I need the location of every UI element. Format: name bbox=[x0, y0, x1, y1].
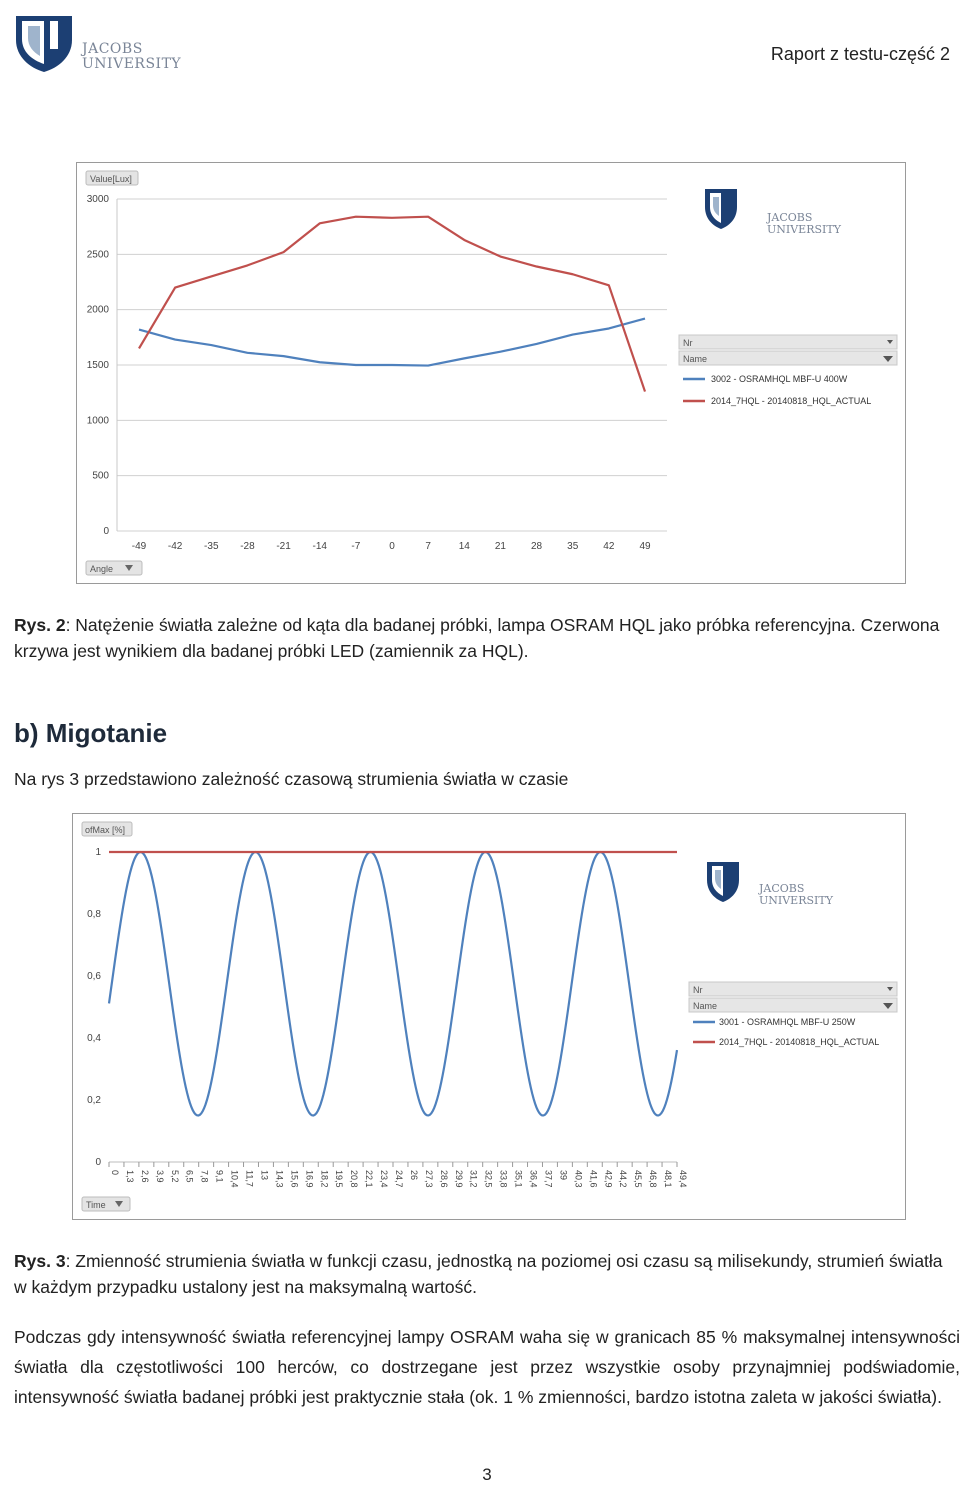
caption-text: : Zmienność strumienia światła w funkcji czasu, jednostką na poziomej osi czasu są milisekundy, strumień światła w każdym przypadku ustalony jest na maksymalną wartość. bbox=[14, 1251, 943, 1297]
svg-text:ofMax [%]: ofMax [%] bbox=[85, 825, 126, 835]
x-tick-label: -49 bbox=[131, 541, 147, 552]
x-tick-label: 1,3 bbox=[124, 1170, 135, 1183]
x-tick-label: 39 bbox=[558, 1170, 569, 1181]
section-intro: Na rys 3 przedstawiono zależność czasową strumienia światła w czasie bbox=[14, 769, 569, 789]
svg-text:Angle: Angle bbox=[90, 564, 114, 574]
svg-text:UNIVERSITY: UNIVERSITY bbox=[767, 223, 841, 236]
x-tick-label: 20,8 bbox=[349, 1170, 360, 1188]
svg-text:JACOBS: JACOBS bbox=[759, 882, 805, 895]
x-tick-label: 42 bbox=[603, 541, 615, 552]
y-tick-label: 500 bbox=[92, 470, 109, 482]
svg-text:Nr: Nr bbox=[693, 985, 703, 995]
x-tick-label: 19,5 bbox=[334, 1170, 345, 1188]
y-tick-label: 1000 bbox=[86, 415, 109, 427]
x-tick-label: 7 bbox=[425, 541, 431, 552]
figure-2-svg bbox=[77, 163, 905, 583]
x-tick-label: 24,7 bbox=[394, 1170, 404, 1188]
legend-label: 3001 - OSRAMHQL MBF-U 250W bbox=[719, 1017, 856, 1027]
x-tick-label: 27,3 bbox=[423, 1170, 434, 1188]
x-tick-label: 9,1 bbox=[214, 1170, 225, 1183]
chart-legend bbox=[689, 982, 897, 1047]
legend-label: 3002 - OSRAMHQL MBF-U 400W bbox=[711, 374, 848, 384]
x-tick-label: 23,4 bbox=[379, 1170, 390, 1188]
x-tick-label: -14 bbox=[312, 541, 327, 552]
legend-label: 2014_7HQL - 20140818_HQL_ACTUAL bbox=[711, 396, 872, 406]
x-tick-label: 16,9 bbox=[304, 1170, 315, 1188]
x-tick-label: -7 bbox=[351, 541, 361, 552]
x-tick-label: 49,4 bbox=[678, 1170, 688, 1188]
series-line bbox=[139, 319, 645, 366]
body-paragraph: Podczas gdy intensywność światła referencyjnej lampy OSRAM waha się w granicach 85 % maksymalnej intensywności światła dla częstotliwości 100 herców, co dostrzegane jest przez wszystkie osoby przynajmniej podświadomie, intensywność światła badanej próbki jest praktycznie stała (ok. 1 % zmienności, bardzo istotna zaleta w jakości światła). bbox=[14, 1327, 960, 1407]
header-logo bbox=[10, 12, 190, 76]
chart-logo bbox=[707, 862, 834, 907]
x-tick-label: 48,1 bbox=[663, 1170, 674, 1188]
x-tick-label: 0 bbox=[389, 541, 395, 552]
y-tick-label: 0,8 bbox=[87, 909, 101, 920]
svg-text:Time: Time bbox=[86, 1200, 106, 1210]
svg-text:Name: Name bbox=[693, 1001, 718, 1011]
x-tick-label: 45,5 bbox=[633, 1170, 644, 1188]
x-tick-label: -21 bbox=[276, 541, 291, 552]
svg-text:UNIVERSITY: UNIVERSITY bbox=[759, 894, 833, 907]
x-tick-label: 35 bbox=[567, 541, 579, 552]
logo-line-1: JACOBS bbox=[82, 41, 143, 57]
x-tick-label: 32,5 bbox=[483, 1170, 494, 1188]
page-number: 3 bbox=[482, 1465, 492, 1484]
series-line bbox=[109, 852, 677, 1115]
x-tick-label: 41,6 bbox=[588, 1170, 599, 1188]
y-tick-label: 2000 bbox=[86, 304, 109, 316]
x-tick-label: 5,2 bbox=[169, 1170, 180, 1183]
x-tick-label: -42 bbox=[167, 541, 183, 552]
figure-2-caption bbox=[14, 612, 960, 664]
svg-text:JACOBS: JACOBS bbox=[767, 211, 813, 224]
y-tick-label: 0 bbox=[95, 1157, 101, 1168]
figure-3-svg bbox=[73, 814, 905, 1219]
x-tick-label: 35,1 bbox=[513, 1170, 524, 1188]
y-tick-label: 2500 bbox=[86, 249, 109, 261]
x-tick-label: -28 bbox=[240, 541, 255, 552]
caption-label: Rys. 3 bbox=[14, 1251, 66, 1271]
x-tick-label: 26 bbox=[408, 1170, 419, 1181]
y-tick-label: 0,2 bbox=[87, 1095, 101, 1106]
x-tick-label: 46,8 bbox=[648, 1170, 659, 1188]
header-title: Raport z testu-część 2 bbox=[770, 44, 950, 64]
y-tick-label: 3000 bbox=[86, 194, 109, 205]
x-tick-label: 6,5 bbox=[184, 1170, 195, 1183]
x-tick-label: 28 bbox=[531, 541, 543, 552]
svg-text:Nr: Nr bbox=[683, 338, 693, 348]
svg-text:Value[Lux]: Value[Lux] bbox=[90, 174, 132, 184]
x-tick-label: 14 bbox=[458, 541, 470, 552]
y-tick-label: 0,4 bbox=[87, 1033, 101, 1044]
x-tick-label: 28,6 bbox=[438, 1170, 449, 1188]
x-tick-label: 7,8 bbox=[199, 1170, 210, 1183]
y-axis-button[interactable] bbox=[82, 822, 132, 836]
x-tick-label: 11,7 bbox=[244, 1170, 255, 1187]
x-tick-label: 21 bbox=[494, 541, 506, 552]
svg-text:Name: Name bbox=[683, 354, 708, 364]
y-axis-button[interactable] bbox=[86, 171, 138, 185]
figure-2-chart bbox=[76, 162, 906, 584]
x-tick-label: 0 bbox=[110, 1170, 120, 1176]
x-tick-label: -35 bbox=[204, 541, 219, 552]
figure-3-caption bbox=[14, 1248, 960, 1300]
y-tick-label: 0 bbox=[103, 526, 109, 537]
y-tick-label: 1 bbox=[95, 847, 101, 858]
x-axis-button[interactable] bbox=[86, 561, 142, 575]
x-tick-label: 33,8 bbox=[498, 1170, 509, 1188]
x-tick-label: 15,6 bbox=[289, 1170, 300, 1188]
jacobs-shield-icon bbox=[10, 12, 78, 74]
caption-text: : Natężenie światła zależne od kąta dla badanej próbki, lampa OSRAM HQL jako próbka referencyjna. Czerwona krzywa jest wynikiem dla badanej próbki LED (zamiennik za HQL). bbox=[14, 615, 940, 661]
y-tick-label: 1500 bbox=[86, 360, 109, 371]
y-tick-label: 0,6 bbox=[87, 971, 101, 982]
x-tick-label: 14,3 bbox=[274, 1170, 285, 1188]
figure-3-chart bbox=[72, 813, 906, 1220]
x-axis-button[interactable] bbox=[82, 1197, 130, 1211]
x-tick-label: 49 bbox=[639, 541, 651, 552]
x-tick-label: 40,3 bbox=[573, 1170, 584, 1188]
x-tick-label: 42,9 bbox=[603, 1170, 614, 1188]
x-tick-label: 2,6 bbox=[139, 1170, 150, 1183]
logo-line-2: UNIVERSITY bbox=[82, 56, 182, 72]
legend-label: 2014_7HQL - 20140818_HQL_ACTUAL bbox=[719, 1037, 880, 1047]
x-tick-label: 10,4 bbox=[229, 1170, 240, 1188]
x-tick-label: 44,2 bbox=[618, 1170, 629, 1188]
x-tick-label: 36,4 bbox=[528, 1170, 539, 1188]
x-tick-label: 29,9 bbox=[453, 1170, 464, 1188]
x-tick-label: 37,7 bbox=[543, 1170, 554, 1188]
x-tick-label: 31,2 bbox=[468, 1170, 479, 1188]
x-tick-label: 3,9 bbox=[154, 1170, 165, 1183]
x-tick-label: 22,1 bbox=[364, 1170, 375, 1188]
chart-logo bbox=[705, 189, 842, 236]
caption-label: Rys. 2 bbox=[14, 615, 66, 635]
section-title: b) Migotanie bbox=[14, 718, 168, 748]
x-tick-label: 18,2 bbox=[319, 1170, 330, 1188]
chart-legend bbox=[679, 335, 897, 406]
x-tick-label: 13 bbox=[259, 1170, 270, 1181]
